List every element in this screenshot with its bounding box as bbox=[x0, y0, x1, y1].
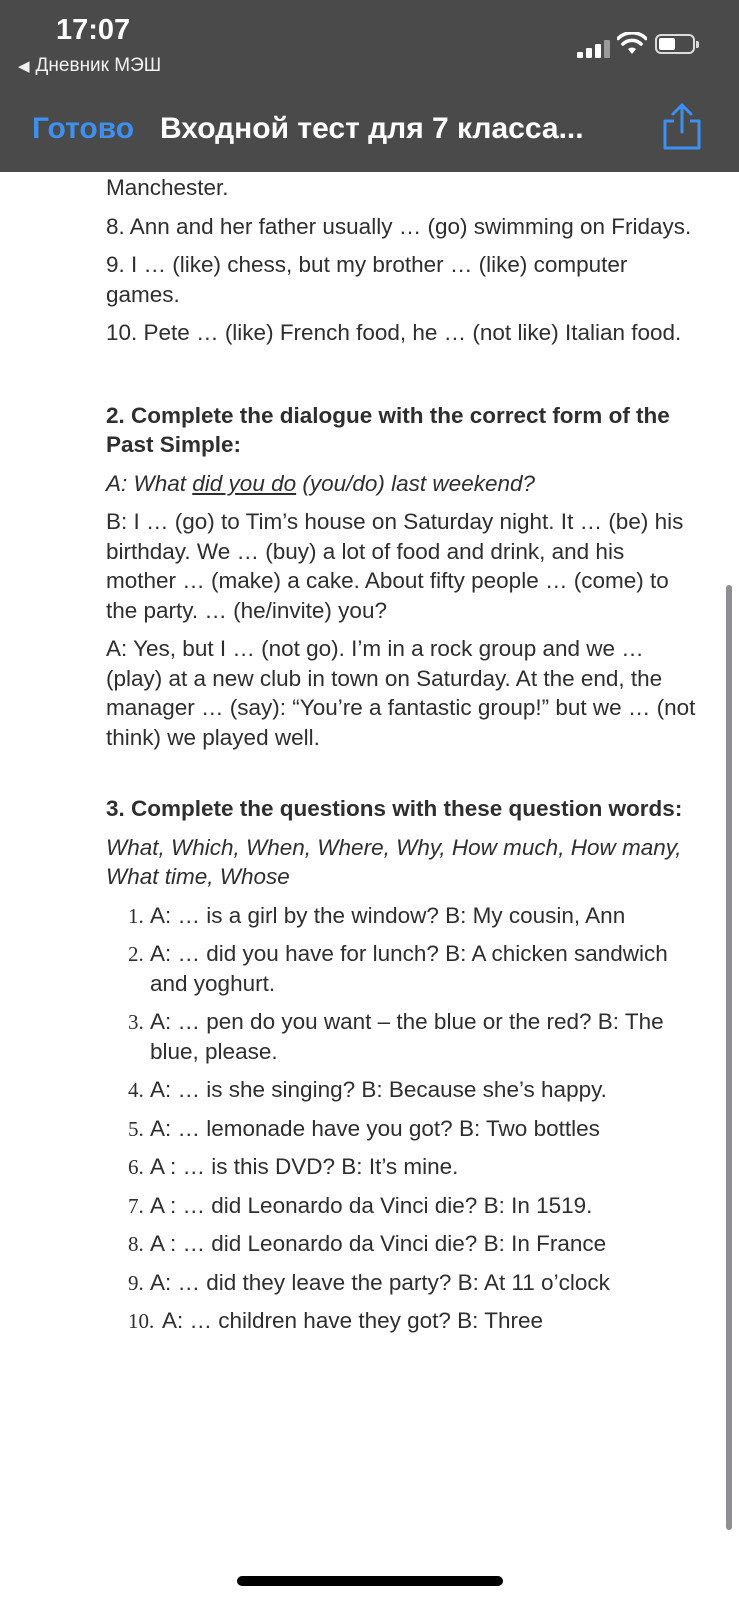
vertical-scrollbar[interactable] bbox=[726, 585, 732, 1530]
document-title: Входной тест для 7 класса... bbox=[160, 112, 584, 145]
dialogue-paragraph-b: B: I … (go) to Tim’s house on Saturday night. It … (be) his birthday. We … (buy) a lot of food and drink, and his mother … (make) a cake. About fifty people … (come) to the party. … (he/invite) you? bbox=[106, 509, 684, 623]
list-item-number: 5. bbox=[128, 1116, 144, 1141]
list-item-text: A: … pen do you want – the blue or the red? B: The blue, please. bbox=[150, 1009, 664, 1064]
list-item bbox=[106, 1306, 696, 1336]
list-item-text: A : … did Leonardo da Vinci die? B: In France bbox=[150, 1231, 607, 1256]
list-item-number: 8. bbox=[128, 1232, 144, 1256]
list-item-text: A: … children have they got? B: Three bbox=[162, 1308, 544, 1333]
dialogue-paragraph-a: A: Yes, but I … (not go). I’m in a rock group and we … (play) at a new club in town on Saturday. At the end, the manager … (say): “You’re a fantastic group!” but we … (not think) we played well. bbox=[106, 636, 696, 750]
list-item-text: A: … did they leave the party? B: At 11 o’clock bbox=[150, 1269, 610, 1295]
share-icon[interactable] bbox=[660, 102, 704, 152]
list-item bbox=[106, 1152, 696, 1182]
list-item bbox=[106, 939, 696, 998]
list-item-number: 10. bbox=[128, 1309, 155, 1333]
list-item-text: A : … is this DVD? B: It’s mine. bbox=[150, 1154, 459, 1179]
exercise-3-heading: 3. Complete the questions with these question words: bbox=[106, 796, 683, 821]
list-item-number: 3. bbox=[128, 1010, 144, 1034]
list-item-text: A: … did you have for lunch? B: A chicken sandwich and yoghurt. bbox=[150, 941, 668, 996]
wifi-icon bbox=[617, 32, 647, 56]
status-time: 17:07 bbox=[56, 14, 131, 46]
back-to-app-link[interactable] bbox=[18, 55, 161, 77]
list-item-text: A: … lemonade have you got? B: Two bottles bbox=[150, 1115, 600, 1141]
back-triangle-icon: ◀ bbox=[18, 58, 30, 75]
home-indicator[interactable] bbox=[237, 1576, 503, 1586]
question-words: What, Which, When, Where, Why, How much, How many, What time, Whose bbox=[106, 834, 682, 889]
exercise-1-item-9: 9. I … (like) chess, but my brother … (like) computer games. bbox=[106, 252, 628, 307]
list-item-number: 9. bbox=[128, 1270, 144, 1295]
example-answer: did you do bbox=[192, 470, 297, 496]
list-item-text: A : … did Leonardo da Vinci die? B: In 1519. bbox=[150, 1192, 593, 1218]
question-list bbox=[106, 901, 696, 1336]
list-item bbox=[106, 1007, 696, 1066]
text-line: Manchester. bbox=[106, 175, 229, 200]
battery-icon bbox=[655, 34, 695, 54]
exercise-1-item-10: 10. Pete … (like) French food, he … (not like) Italian food. bbox=[106, 320, 682, 345]
list-item-number: 4. bbox=[128, 1078, 144, 1102]
exercise-1-item-8: 8. Ann and her father usually … (go) swimming on Fridays. bbox=[106, 213, 692, 239]
example-suffix: (you/do) last weekend? bbox=[296, 470, 536, 496]
list-item-text: A: … is she singing? B: Because she’s happy. bbox=[150, 1077, 607, 1102]
list-item-number: 7. bbox=[128, 1193, 144, 1218]
document-content bbox=[106, 172, 696, 1345]
list-item-text: A: … is a girl by the window? B: My cousin, Ann bbox=[150, 902, 626, 928]
example-prefix: A: What bbox=[106, 470, 193, 496]
done-button[interactable]: Готово bbox=[32, 112, 135, 145]
back-app-label: Дневник МЭШ bbox=[35, 55, 162, 76]
list-item bbox=[106, 1114, 696, 1144]
list-item bbox=[106, 1268, 696, 1298]
top-bar bbox=[0, 0, 739, 172]
exercise-2-example bbox=[106, 469, 696, 499]
list-item bbox=[106, 1229, 696, 1259]
list-item-number: 2. bbox=[128, 942, 144, 966]
list-item bbox=[106, 1191, 696, 1221]
list-item bbox=[106, 1075, 696, 1105]
list-item-number: 6. bbox=[128, 1155, 144, 1179]
exercise-2-heading: 2. Complete the dialogue with the correct form of the Past Simple: bbox=[106, 402, 670, 457]
cellular-signal-icon bbox=[577, 38, 617, 58]
list-item bbox=[106, 901, 696, 931]
list-item-number: 1. bbox=[128, 903, 144, 928]
